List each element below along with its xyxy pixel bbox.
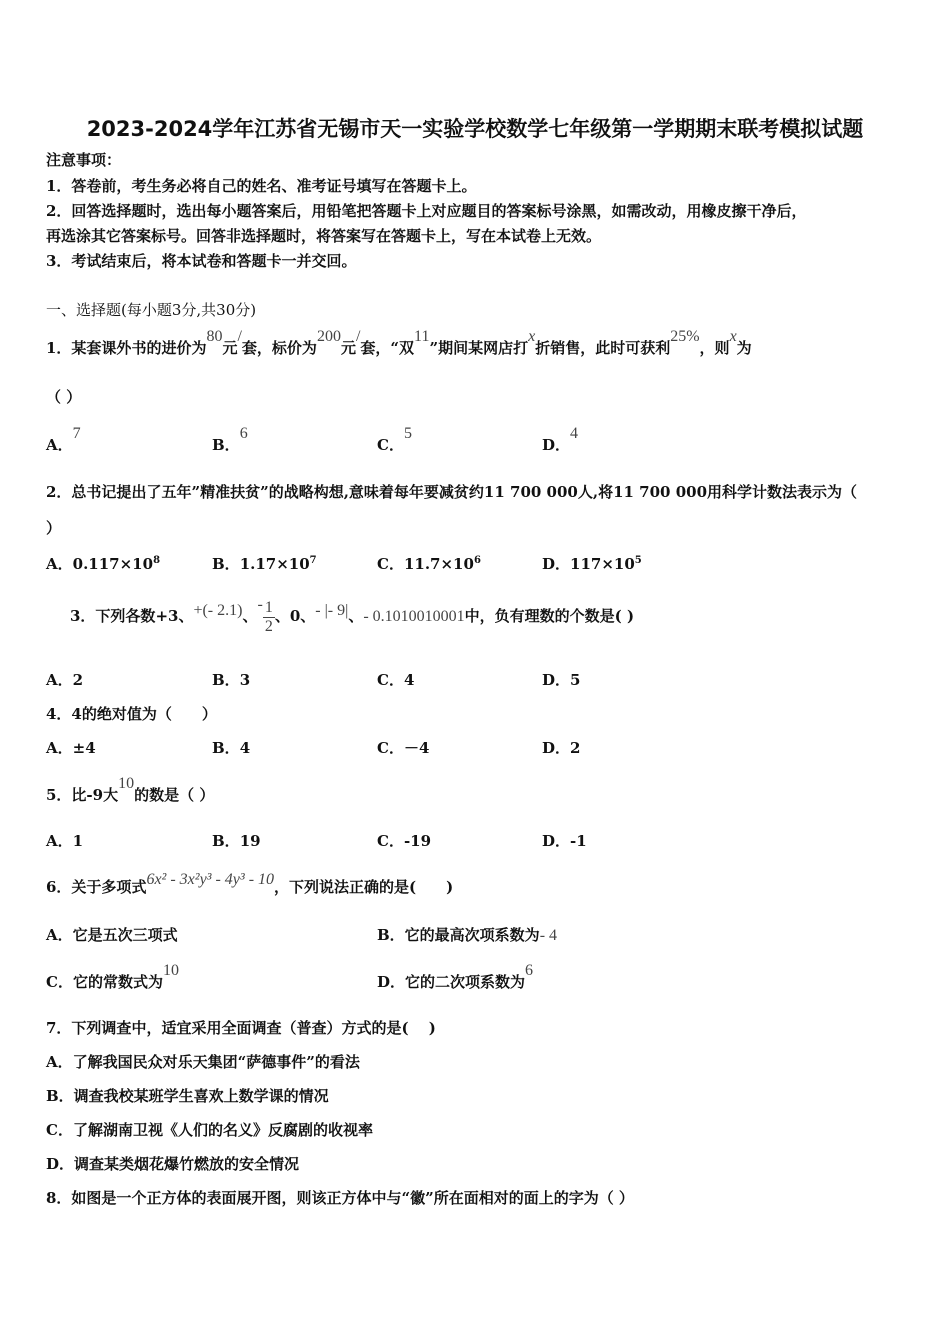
q3-text: 、0、 xyxy=(274,607,316,625)
question-2-line-2: ） xyxy=(46,519,62,537)
q1-text: 元 xyxy=(340,339,356,357)
notice-item-2b: 再选涂其它答案标号。回答非选择题时，将答案写在答题卡上，写在本试卷上无效。 xyxy=(46,227,602,245)
q1-text: 套，标价为 xyxy=(241,339,317,357)
q3-text: 3．下列各数+3、 xyxy=(70,607,194,625)
q2-option-c: C．$11.7\times 10^6$ xyxy=(377,555,481,573)
q1-option-b: B．6 xyxy=(212,425,248,454)
q4-option-d: D．2 xyxy=(542,739,581,757)
q1-math: / xyxy=(355,328,361,345)
q1-math: x xyxy=(729,328,737,345)
q3-text: 、 xyxy=(348,607,364,625)
q1-text: 套，“双 xyxy=(360,339,415,357)
q6-option-d: D．它的二次项系数为6 xyxy=(377,962,534,991)
question-5-stem: 5．比-9大10的数是（ ） xyxy=(46,775,215,804)
q5-option-c: C．-19 xyxy=(377,832,432,850)
q1-text: 为 xyxy=(736,339,752,357)
question-4-stem: 4．4的绝对值为（ ） xyxy=(46,705,217,723)
q1-math: 11 xyxy=(414,328,430,345)
q2-option-a: A．$0.117\times 10^8$ xyxy=(46,555,161,573)
q1-math: 25% xyxy=(670,328,700,345)
page-title: 2023-2024学年江苏省无锡市天一实验学校数学七年级第一学期期末联考模拟试题 xyxy=(86,117,864,141)
notice-item-3: 3．考试结束后，将本试卷和答题卡一并交回。 xyxy=(46,252,357,270)
q5-option-b: B．19 xyxy=(212,832,261,850)
q3-math: - 0.1010010001 xyxy=(363,608,465,625)
question-1-stem xyxy=(46,328,752,359)
q6-option-a: A．它是五次三项式 xyxy=(46,926,178,944)
q3-option-a: A．2 xyxy=(46,671,84,689)
q3-fraction: $\frac{1}{2}$ xyxy=(264,598,273,635)
q7-option-b: B．调查我校某班学生喜欢上数学课的情况 xyxy=(46,1087,329,1105)
q3-text: 中，负有理数的个数是( ) xyxy=(464,607,635,625)
q5-option-d: D．-1 xyxy=(542,832,587,850)
q1-math: 80 xyxy=(206,328,223,345)
notice-heading: 注意事项： xyxy=(46,151,122,169)
section-heading: 一、选择题(每小题3分,共30分) xyxy=(46,301,257,319)
q1-option-c: C．5 xyxy=(377,425,412,454)
q1-math: / xyxy=(237,328,242,345)
question-6-stem: 6．关于多项式6x² - 3x²y³ - 4y³ - 10，下列说法正确的是( ) xyxy=(46,871,454,896)
q6-option-b: B．它的最高次项系数为- 4 xyxy=(377,926,558,944)
q1-text: ，则 xyxy=(699,339,730,357)
q1-text: 折销售，此时可获利 xyxy=(535,339,671,357)
question-3-stem xyxy=(70,592,634,641)
q4-option-c: C．－4 xyxy=(377,739,430,757)
question-8-stem: 8．如图是一个正方体的表面展开图，则该正方体中与“徽”所在面相对的面上的字为（ ） xyxy=(46,1189,634,1207)
q7-option-a: A．了解我国民众对乐天集团“萨德事件”的看法 xyxy=(46,1053,360,1071)
q3-option-b: B．3 xyxy=(212,671,251,689)
q1-math: x xyxy=(528,328,536,345)
q4-option-b: B．4 xyxy=(212,739,251,757)
q7-option-c: C．了解湖南卫视《人们的名义》反腐剧的收视率 xyxy=(46,1121,373,1139)
question-2-line-1: 2．总书记提出了五年”精准扶贫”的战略构想,意味着每年要减贫约11 700 000人,将11 700 000用科学计数法表示为（ xyxy=(46,483,858,501)
q7-option-d: D．调查某类烟花爆竹燃放的安全情况 xyxy=(46,1155,300,1173)
q1-text: 1．某套课外书的进价为 xyxy=(46,339,207,357)
q1-math: 200 xyxy=(316,328,341,345)
q1-option-d: D．4 xyxy=(542,425,579,454)
q1-text: ”期间某网店打 xyxy=(429,339,529,357)
q3-text: 、 xyxy=(242,607,258,625)
notice-item-2a: 2．回答选择题时，选出每小题答案后，用铅笔把答题卡上对应题目的答案标号涂黑，如需改动，用橡皮擦干净后， xyxy=(46,202,807,220)
q6-option-c: C．它的常数式为10 xyxy=(46,962,179,991)
question-1-paren: （ ） xyxy=(46,388,82,406)
q2-option-d: D．$117\times 10^5$ xyxy=(542,555,642,573)
q5-option-a: A．1 xyxy=(46,832,84,850)
q1-text: 元 xyxy=(222,339,238,357)
q3-math: +(- 2.1) xyxy=(193,602,243,619)
q3-math-sign: - xyxy=(257,596,263,613)
q2-option-b: B．$1.17\times 10^7$ xyxy=(212,555,317,573)
q3-option-d: D．5 xyxy=(542,671,581,689)
q3-option-c: C．4 xyxy=(377,671,415,689)
q4-option-a: A．±4 xyxy=(46,739,96,757)
q3-math: - |- 9| xyxy=(315,602,349,619)
question-7-stem: 7．下列调查中，适宜采用全面调查（普查）方式的是( ) xyxy=(46,1019,436,1037)
notice-item-1: 1．答卷前，考生务必将自己的姓名、准考证号填写在答题卡上。 xyxy=(46,177,477,195)
q1-option-a: A．7 xyxy=(46,425,81,454)
q6-polynomial: 6x² - 3x²y³ - 4y³ - 10 xyxy=(146,871,275,888)
